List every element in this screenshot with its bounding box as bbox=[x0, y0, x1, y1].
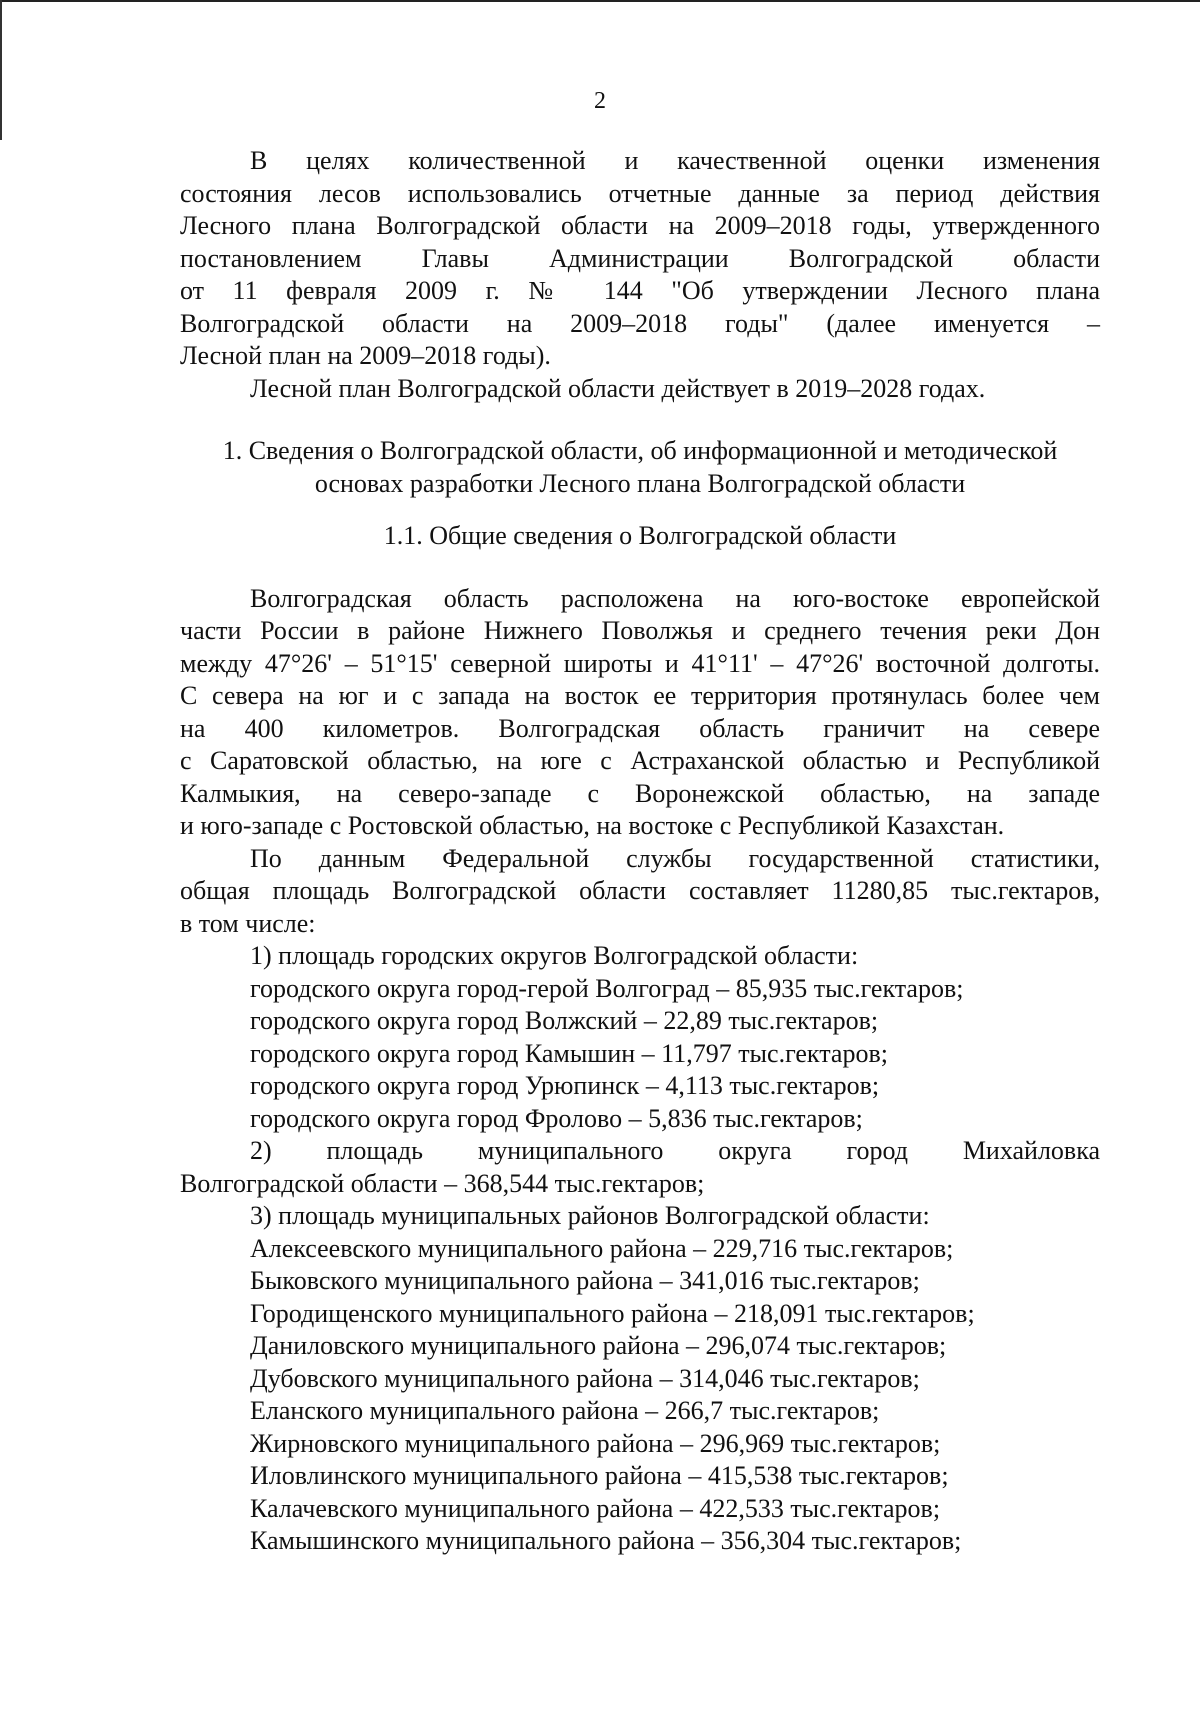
area-line: в том числе: bbox=[180, 908, 316, 938]
city-districts-header: 1) площадь городских округов Волгоградской области: bbox=[250, 941, 859, 970]
list-item: Дубовского муниципального района – 314,046 тыс.гектаров; bbox=[250, 1363, 920, 1393]
list-item: Жирновского муниципального района – 296,969 тыс.гектаров; bbox=[250, 1428, 941, 1458]
list-item: Камышинского муниципального района – 356,304 тыс.гектаров; bbox=[250, 1526, 962, 1555]
section-1-title: 1. Сведения о Волгоградской области, об информационной и методической bbox=[222, 436, 1058, 465]
geography-line: с Саратовской областью, на юге с Астраханской областью и Республикой bbox=[180, 746, 1100, 775]
intro-line: постановлением Главы Администрации Волгоградской области bbox=[180, 243, 1100, 273]
municipal-okrug-line: Волгоградской области – 368,544 тыс.гектаров; bbox=[180, 1168, 705, 1198]
geography-line: на 400 километров. Волгоградская область граничит на севере bbox=[180, 713, 1100, 743]
page-number: 2 bbox=[594, 88, 606, 114]
area-line: общая площадь Волгоградской области составляет 11280,85 тыс.гектаров, bbox=[180, 876, 1100, 905]
scan-edge-left bbox=[0, 0, 2, 140]
list-item: Городищенского муниципального района – 218,091 тыс.гектаров; bbox=[250, 1298, 975, 1328]
area-line: По данным Федеральной службы государственной статистики, bbox=[250, 843, 1100, 873]
municipal-okrug-line: 2) площадь муниципального округа город Михайловка bbox=[250, 1136, 1100, 1165]
intro-line: В целях количественной и качественной оценки изменения bbox=[250, 146, 1100, 175]
document-body bbox=[180, 145, 1100, 1558]
intro-line: от 11 февраля 2009 г. № 144 "Об утверждении Лесного плана bbox=[180, 276, 1100, 305]
intro-paragraph bbox=[180, 145, 1100, 373]
municipal-okrug-item bbox=[180, 1135, 1100, 1200]
list-item: Даниловского муниципального района – 296,074 тыс.гектаров; bbox=[250, 1331, 947, 1360]
geography-line: между 47°26' – 51°15' северной широты и 41°11' – 47°26' восточной долготы. bbox=[180, 648, 1100, 678]
intro-line: Лесной план на 2009–2018 годы). bbox=[180, 341, 551, 370]
list-item: Алексеевского муниципального района – 229,716 тыс.гектаров; bbox=[250, 1233, 954, 1263]
scan-edge-top bbox=[0, 0, 1200, 2]
list-item: Еланского муниципального района – 266,7 тыс.гектаров; bbox=[250, 1396, 880, 1425]
geography-line: и юго-западе с Ростовской областью, на востоке с Республикой Казахстан. bbox=[180, 811, 1005, 840]
intro-line: Волгоградской области на 2009–2018 годы" (далее именуется – bbox=[180, 308, 1100, 338]
list-item: городского округа город Фролово – 5,836 тыс.гектаров; bbox=[250, 1103, 863, 1133]
area-paragraph bbox=[180, 843, 1100, 941]
section-1-title-cont: основах разработки Лесного плана Волгоградской области bbox=[314, 468, 966, 498]
intro-line: Лесного плана Волгоградской области на 2009–2018 годы, утвержденного bbox=[180, 211, 1100, 240]
municipal-districts-header: 3) площадь муниципальных районов Волгоградской области: bbox=[250, 1201, 930, 1230]
intro-line: состояния лесов использовались отчетные данные за период действия bbox=[180, 178, 1100, 208]
list-item: городского округа город Волжский – 22,89 тыс.гектаров; bbox=[250, 1006, 879, 1035]
list-item: городского округа город-герой Волгоград – 85,935 тыс.гектаров; bbox=[250, 973, 964, 1003]
geography-line: части России в районе Нижнего Поволжья и среднего течения реки Дон bbox=[180, 616, 1100, 645]
list-item: Иловлинского муниципального района – 415,538 тыс.гектаров; bbox=[250, 1461, 949, 1490]
list-item: городского округа город Урюпинск – 4,113 тыс.гектаров; bbox=[250, 1071, 880, 1100]
list-item: Быковского муниципального района – 341,016 тыс.гектаров; bbox=[250, 1266, 920, 1295]
list-item: городского округа город Камышин – 11,797 тыс.гектаров; bbox=[250, 1038, 888, 1068]
geography-paragraph bbox=[180, 583, 1100, 843]
section-1-1-title: 1.1. Общие сведения о Волгоградской области bbox=[383, 521, 897, 550]
geography-line: С севера на юг и с запада на восток ее территория протянулась более чем bbox=[180, 681, 1100, 710]
plan-period-paragraph: Лесной план Волгоградской области действует в 2019–2028 годах. bbox=[250, 373, 986, 403]
geography-line: Калмыкия, на северо-западе с Воронежской областью, на западе bbox=[180, 778, 1100, 808]
geography-line: Волгоградская область расположена на юго-востоке европейской bbox=[250, 583, 1100, 613]
list-item: Калачевского муниципального района – 422,533 тыс.гектаров; bbox=[250, 1493, 941, 1523]
